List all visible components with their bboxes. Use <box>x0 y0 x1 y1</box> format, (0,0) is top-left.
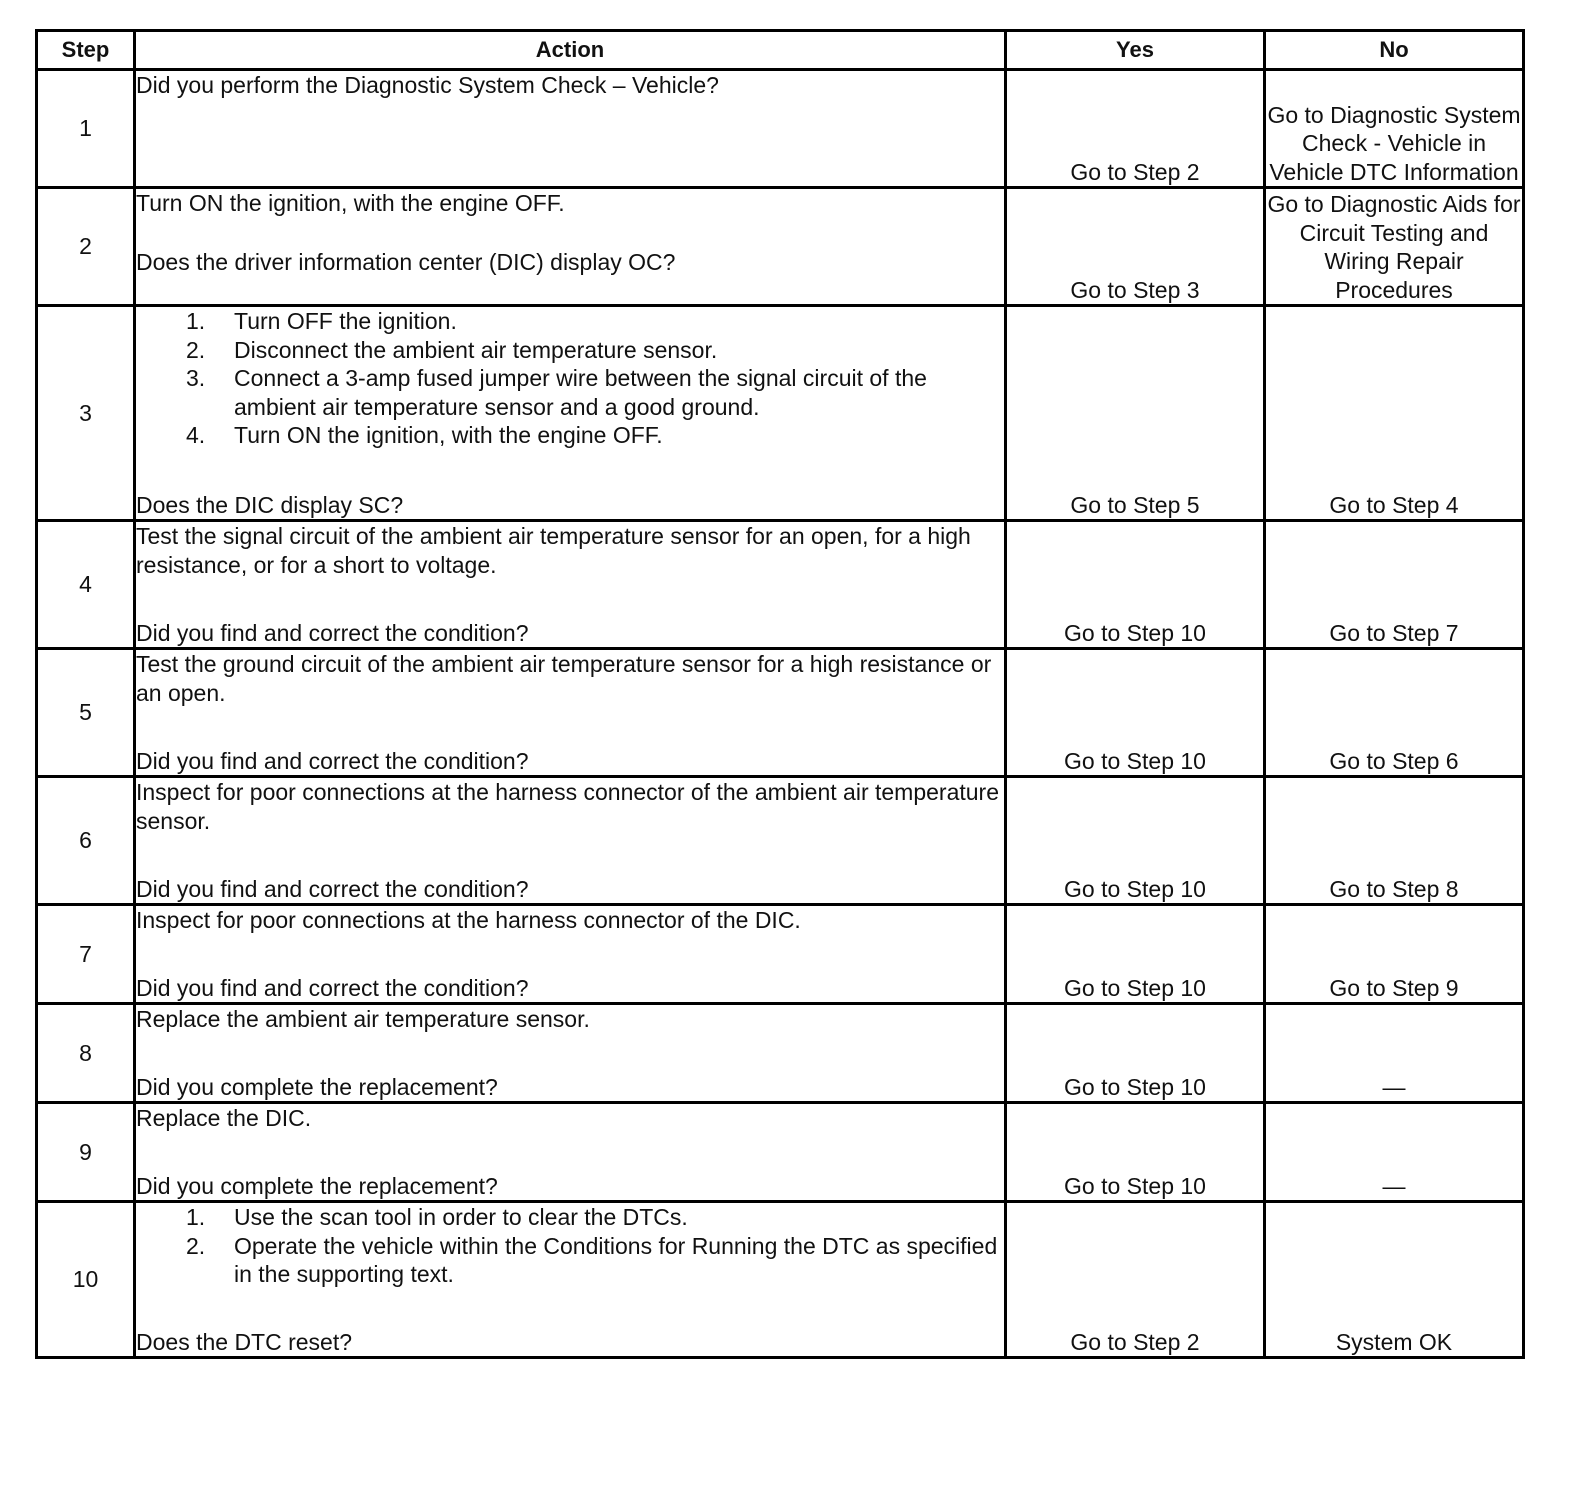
action-cell <box>135 1004 1006 1103</box>
header-yes: Yes <box>1006 31 1265 70</box>
no-cell: Go to Step 4 <box>1265 306 1524 521</box>
step-number: 6 <box>37 777 135 905</box>
header-row <box>37 31 1524 70</box>
table-row <box>37 521 1524 649</box>
list-item: Turn OFF the ignition. <box>234 308 457 334</box>
action-text: Replace the ambient air temperature sensor. <box>136 1006 590 1032</box>
no-cell: Go to Diagnostic System Check - Vehicle in Vehicle DTC Information <box>1265 70 1524 188</box>
action-cell <box>135 777 1006 905</box>
step-number: 10 <box>37 1202 135 1358</box>
table-row <box>37 649 1524 777</box>
header-step: Step <box>37 31 135 70</box>
step-number: 9 <box>37 1103 135 1202</box>
action-question: Does the DTC reset? <box>136 1328 353 1355</box>
table-row <box>37 1103 1524 1202</box>
no-cell: Go to Step 9 <box>1265 905 1524 1004</box>
list-item: Operate the vehicle within the Conditions for Running the DTC as specified in the supporting text. <box>234 1232 998 1287</box>
no-cell: Go to Diagnostic Aids for Circuit Testing and Wiring Repair Procedures <box>1265 188 1524 306</box>
step-number: 7 <box>37 905 135 1004</box>
action-cell <box>135 70 1006 188</box>
action-text: Turn ON the ignition, with the engine OFF. <box>136 190 565 216</box>
list-item: Turn ON the ignition, with the engine OFF. <box>234 422 663 448</box>
action-question: Did you find and correct the condition? <box>136 974 529 1001</box>
header-action: Action <box>135 31 1006 70</box>
diagnostic-table <box>35 29 1525 1359</box>
step-number: 2 <box>37 188 135 306</box>
no-cell: Go to Step 8 <box>1265 777 1524 905</box>
action-list <box>136 1203 1004 1289</box>
yes-cell: Go to Step 10 <box>1006 905 1265 1004</box>
action-cell <box>135 1103 1006 1202</box>
yes-cell: Go to Step 10 <box>1006 649 1265 777</box>
list-item: Connect a 3-amp fused jumper wire between the signal circuit of the ambient air temperature sensor and a good ground. <box>234 365 927 420</box>
no-cell: — <box>1265 1004 1524 1103</box>
step-number: 4 <box>37 521 135 649</box>
action-text: Test the signal circuit of the ambient air temperature sensor for an open, for a high resistance, or for a short to voltage. <box>136 523 971 578</box>
yes-cell: Go to Step 10 <box>1006 1004 1265 1103</box>
yes-cell: Go to Step 3 <box>1006 188 1265 306</box>
list-item: Use the scan tool in order to clear the DTCs. <box>234 1204 688 1230</box>
table-row <box>37 70 1524 188</box>
step-number: 8 <box>37 1004 135 1103</box>
table-row <box>37 188 1524 306</box>
step-number: 5 <box>37 649 135 777</box>
action-cell <box>135 306 1006 521</box>
action-cell <box>135 188 1006 306</box>
yes-cell: Go to Step 2 <box>1006 1202 1265 1358</box>
action-text: Did you perform the Diagnostic System Check – Vehicle? <box>136 72 719 98</box>
yes-cell: Go to Step 10 <box>1006 1103 1265 1202</box>
action-text: Inspect for poor connections at the harness connector of the ambient air temperature sensor. <box>136 779 999 834</box>
action-cell <box>135 521 1006 649</box>
action-question: Did you find and correct the condition? <box>136 875 529 902</box>
header-no: No <box>1265 31 1524 70</box>
no-cell: Go to Step 7 <box>1265 521 1524 649</box>
action-question: Did you complete the replacement? <box>136 1172 498 1199</box>
step-number: 3 <box>37 306 135 521</box>
action-cell <box>135 1202 1006 1358</box>
action-question: Does the driver information center (DIC) display OC? <box>136 248 676 275</box>
action-question: Does the DIC display SC? <box>136 491 404 518</box>
action-question: Did you find and correct the condition? <box>136 619 529 646</box>
table-row <box>37 777 1524 905</box>
yes-cell: Go to Step 5 <box>1006 306 1265 521</box>
action-text: Test the ground circuit of the ambient air temperature sensor for a high resistance or an open. <box>136 651 992 706</box>
no-cell: — <box>1265 1103 1524 1202</box>
table-row <box>37 905 1524 1004</box>
action-list <box>136 307 1004 450</box>
action-text: Replace the DIC. <box>136 1105 312 1131</box>
no-cell: Go to Step 6 <box>1265 649 1524 777</box>
action-question: Did you find and correct the condition? <box>136 747 529 774</box>
list-item: Disconnect the ambient air temperature sensor. <box>234 336 718 363</box>
action-cell <box>135 649 1006 777</box>
action-text: Inspect for poor connections at the harness connector of the DIC. <box>136 907 801 933</box>
action-question: Did you complete the replacement? <box>136 1073 498 1100</box>
table-row <box>37 1202 1524 1358</box>
action-cell <box>135 905 1006 1004</box>
table-row <box>37 1004 1524 1103</box>
no-cell: System OK <box>1265 1202 1524 1358</box>
yes-cell: Go to Step 2 <box>1006 70 1265 188</box>
table-row <box>37 306 1524 521</box>
yes-cell: Go to Step 10 <box>1006 521 1265 649</box>
step-number: 1 <box>37 70 135 188</box>
yes-cell: Go to Step 10 <box>1006 777 1265 905</box>
